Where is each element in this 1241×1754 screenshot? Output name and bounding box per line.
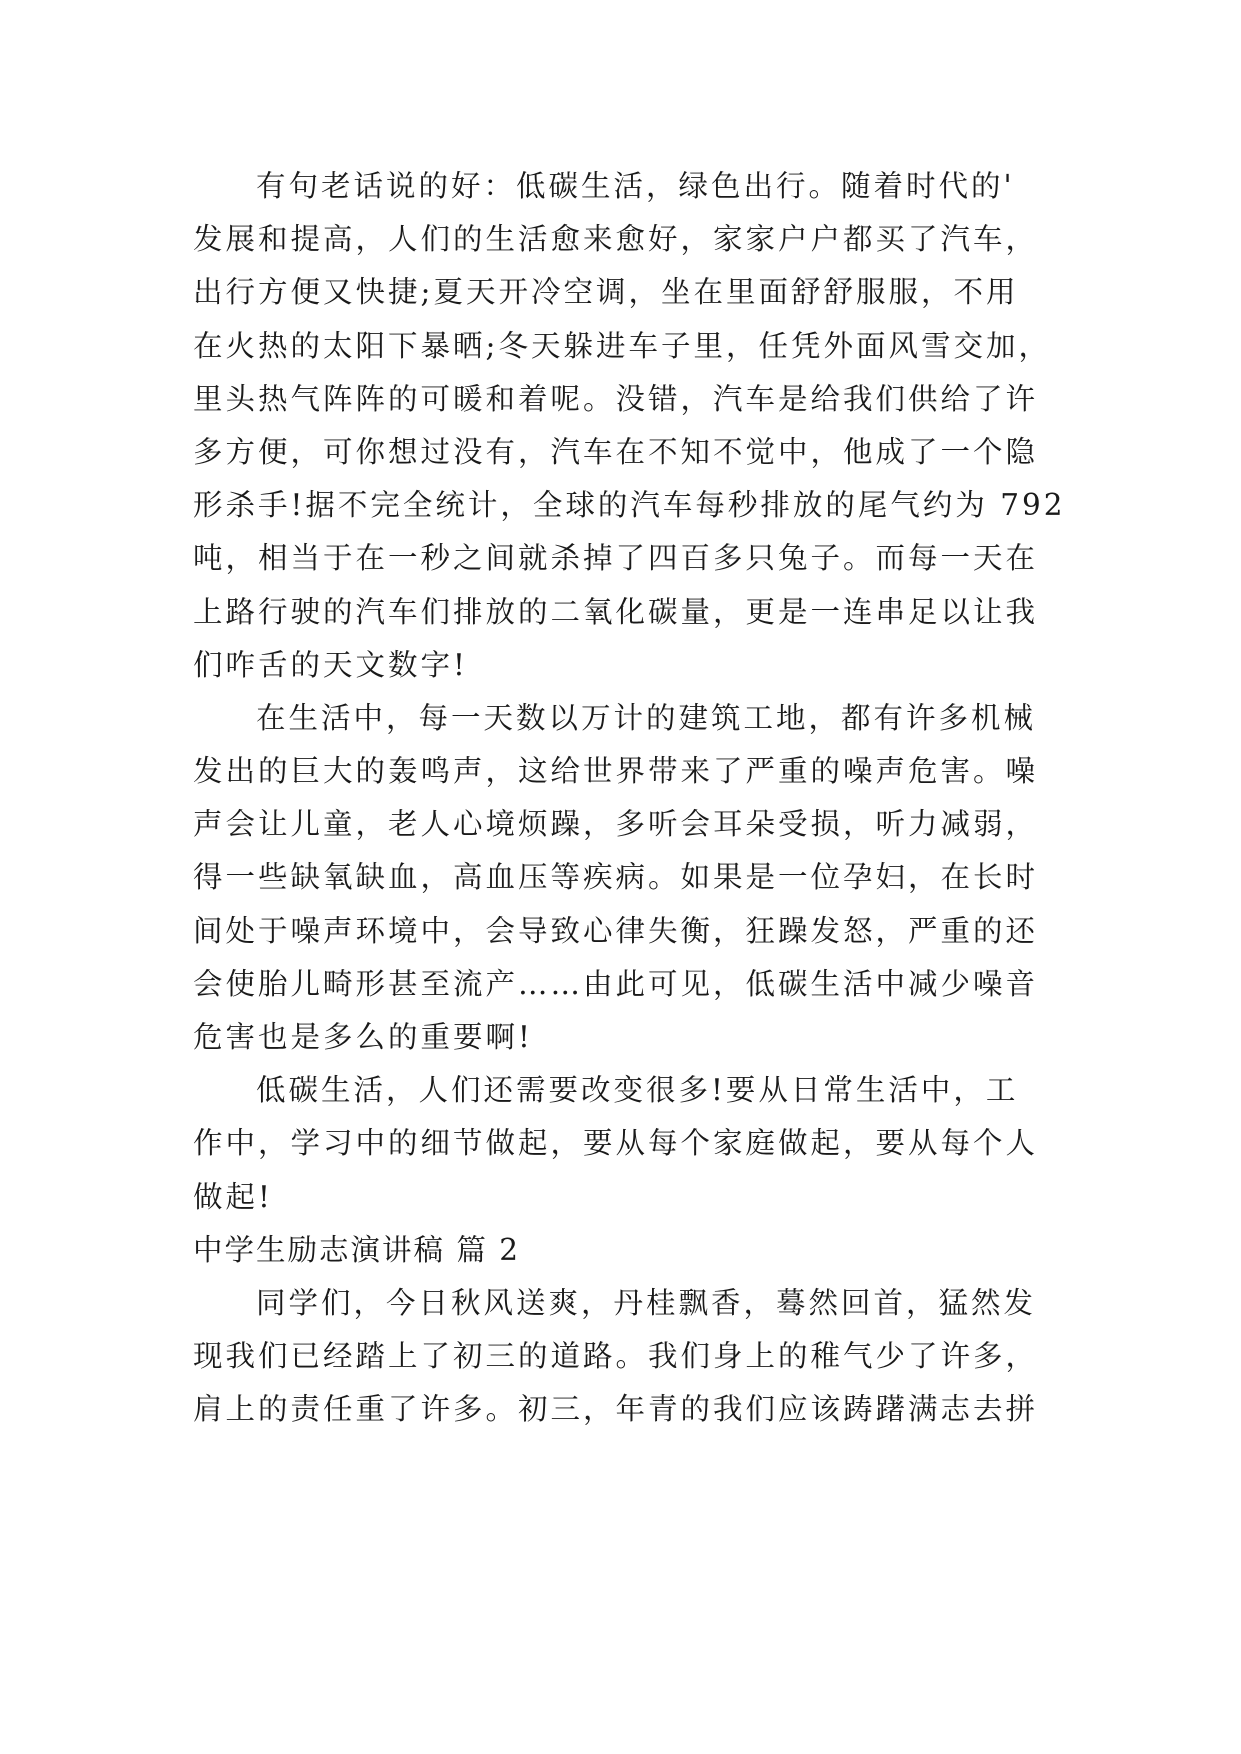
text-line: 得一些缺氧缺血，高血压等疾病。如果是一位孕妇，在长时 (193, 860, 1039, 895)
text-line: 在生活中，每一天数以万计的建筑工地，都有许多机械 (256, 700, 1037, 735)
text-line: 出行方便又快捷;夏天开冷空调，坐在里面舒舒服服，不用 (193, 275, 1019, 310)
text-line: 现我们已经踏上了初三的道路。我们身上的稚气少了许多， (193, 1339, 1039, 1374)
text-line: 多方便，可你想过没有，汽车在不知不觉中，他成了一个隐 (193, 434, 1039, 469)
text-line: 吨，相当于在一秒之间就杀掉了四百多只兔子。而每一天在 (193, 541, 1039, 576)
text-line: 低碳生活，人们还需要改变很多!要从日常生活中，工 (256, 1073, 1019, 1108)
text-line: 声会让儿童，老人心境烦躁，多听会耳朵受损，听力减弱， (193, 807, 1039, 842)
paragraph-low-carbon-life (193, 1064, 1053, 1224)
text-line: 们咋舌的天文数字! (193, 647, 468, 682)
document-body (193, 160, 1066, 1437)
text-line: 发展和提高，人们的生活愈来愈好，家家户户都买了汽车， (193, 222, 1039, 257)
text-line: 形杀手!据不完全统计，全球的汽车每秒排放的尾气约为 792 (193, 488, 1066, 523)
text-line: 危害也是多么的重要啊! (193, 1020, 533, 1054)
section-heading: 中学生励志演讲稿 篇 2 (193, 1232, 521, 1267)
paragraph-speech-2-intro (193, 1277, 1053, 1437)
text-line: 在火热的太阳下暴晒;冬天躲进车子里，任凭外面风雪交加， (193, 328, 1051, 363)
text-line: 肩上的责任重了许多。初三，年青的我们应该踌躇满志去拼 (193, 1392, 1039, 1427)
text-line: 里头热气阵阵的可暖和着呢。没错，汽车是给我们供给了许 (193, 381, 1039, 416)
text-line: 有句老话说的好：低碳生活，绿色出行。随着时代的' (256, 169, 1015, 203)
text-line: 发出的巨大的轰鸣声，这给世界带来了严重的噪声危害。噪 (193, 754, 1039, 789)
paragraph-noise-hazard (193, 692, 1053, 1064)
text-line: 会使胎儿畸形甚至流产……由此可见，低碳生活中减少噪音 (193, 966, 1039, 1001)
text-line: 间处于噪声环境中，会导致心律失衡，狂躁发怒，严重的还 (193, 913, 1039, 948)
paragraph-low-carbon-travel (193, 160, 1066, 692)
text-line: 做起! (193, 1179, 273, 1214)
text-line: 同学们，今日秋风送爽，丹桂飘香，蓦然回首，猛然发 (256, 1285, 1037, 1320)
text-line: 作中，学习中的细节做起，要从每个家庭做起，要从每个人 (193, 1126, 1039, 1161)
text-line: 上路行驶的汽车们排放的二氧化碳量，更是一连串足以让我 (193, 594, 1039, 629)
